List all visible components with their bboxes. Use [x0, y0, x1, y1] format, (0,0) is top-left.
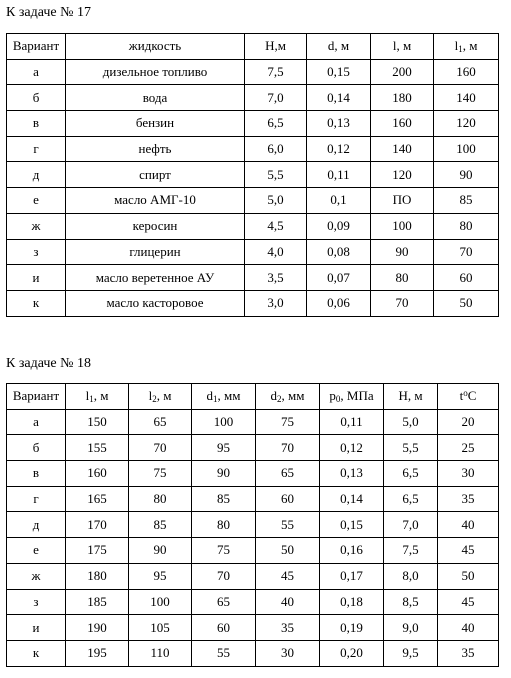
table-cell: 70	[256, 435, 320, 461]
table-cell: 180	[66, 563, 129, 589]
header-p0	[320, 384, 384, 410]
table-cell: 7,0	[245, 85, 307, 111]
header-l1-unit: , м	[462, 38, 478, 54]
table-cell: 140	[371, 136, 434, 162]
table-cell: 65	[256, 461, 320, 487]
table-cell: 100	[434, 136, 499, 162]
table-cell: 160	[66, 461, 129, 487]
table-cell: 0,14	[320, 486, 384, 512]
header-l1-unit: , м	[93, 388, 109, 404]
table-cell: 80	[192, 512, 256, 538]
table-cell: 8,0	[384, 563, 438, 589]
table-cell: дизельное топливо	[66, 59, 245, 85]
table-cell: 200	[371, 59, 434, 85]
variant-cell: ж	[7, 213, 66, 239]
table-cell: 0,17	[320, 563, 384, 589]
header-l1-base: l	[454, 38, 459, 54]
table-cell: 0,12	[307, 136, 371, 162]
header-l1-sub: 1	[89, 394, 94, 405]
table-cell: 0,11	[320, 409, 384, 435]
variant-cell: а	[7, 409, 66, 435]
header-H: H, м	[384, 384, 438, 410]
header-l2-sub: 2	[152, 394, 157, 405]
table-cell: 0,20	[320, 640, 384, 666]
table-row	[7, 213, 499, 239]
header-d1-base: d	[206, 388, 214, 404]
variant-cell: б	[7, 435, 66, 461]
table-cell: 5,5	[384, 435, 438, 461]
table-cell: 85	[192, 486, 256, 512]
table-row	[7, 265, 499, 291]
header-p0-unit: , МПа	[340, 388, 374, 404]
header-l1-sub: 1	[458, 44, 463, 55]
table-header-row	[7, 34, 499, 60]
variant-cell: з	[7, 589, 66, 615]
table-row	[7, 538, 499, 564]
problem-17-heading: К задаче № 17	[6, 5, 91, 20]
table-cell: 50	[434, 290, 499, 316]
table-cell: 40	[438, 512, 499, 538]
table-cell: 165	[66, 486, 129, 512]
problem-18-table	[6, 383, 499, 667]
table-cell: 30	[438, 461, 499, 487]
table-cell: 35	[438, 486, 499, 512]
table-cell: 75	[192, 538, 256, 564]
problem-18-heading: К задаче № 18	[6, 356, 91, 371]
table-cell: 0,12	[320, 435, 384, 461]
table-cell: 195	[66, 640, 129, 666]
table-cell: 95	[192, 435, 256, 461]
table-cell: 170	[66, 512, 129, 538]
header-d2	[256, 384, 320, 410]
variant-cell: д	[7, 162, 66, 188]
variant-cell: и	[7, 615, 66, 641]
table-cell: 55	[256, 512, 320, 538]
table-cell: 40	[438, 615, 499, 641]
header-l1	[434, 34, 499, 60]
table-cell: 7,0	[384, 512, 438, 538]
table-cell: 8,5	[384, 589, 438, 615]
problem-17-table	[6, 33, 499, 317]
variant-cell: е	[7, 188, 66, 214]
table-cell: 80	[371, 265, 434, 291]
table-cell: 90	[371, 239, 434, 265]
variant-cell: в	[7, 461, 66, 487]
variant-cell: г	[7, 136, 66, 162]
variant-cell: д	[7, 512, 66, 538]
table-cell: 0,06	[307, 290, 371, 316]
table-cell: 70	[192, 563, 256, 589]
header-l2-base: l	[148, 388, 153, 404]
table-cell: вода	[66, 85, 245, 111]
table-cell: 60	[192, 615, 256, 641]
table-cell: 100	[192, 409, 256, 435]
table-cell: спирт	[66, 162, 245, 188]
table-cell: 0,13	[320, 461, 384, 487]
table-cell: масло касторовое	[66, 290, 245, 316]
header-l1-base: l	[85, 388, 90, 404]
table-row	[7, 563, 499, 589]
table-cell: 7,5	[245, 59, 307, 85]
table-header-row	[7, 384, 499, 410]
table-cell: 80	[129, 486, 192, 512]
table-cell: ПО	[371, 188, 434, 214]
header-d1-sub: 1	[213, 394, 218, 405]
table-cell: масло АМГ-10	[66, 188, 245, 214]
table-row	[7, 111, 499, 137]
table-cell: 9,0	[384, 615, 438, 641]
variant-cell: к	[7, 640, 66, 666]
table-cell: 45	[256, 563, 320, 589]
variant-cell: з	[7, 239, 66, 265]
variant-cell: ж	[7, 563, 66, 589]
table-cell: 150	[66, 409, 129, 435]
header-l2	[129, 384, 192, 410]
table-row	[7, 162, 499, 188]
header-p0-sub: 0	[335, 394, 341, 405]
table-row	[7, 640, 499, 666]
header-l: l, м	[371, 34, 434, 60]
table-row	[7, 188, 499, 214]
table-cell: 60	[256, 486, 320, 512]
table-cell: 160	[434, 59, 499, 85]
table-cell: 0,14	[307, 85, 371, 111]
table-cell: 55	[192, 640, 256, 666]
table-cell: 4,5	[245, 213, 307, 239]
table-cell: 25	[438, 435, 499, 461]
header-l2-unit: , м	[156, 388, 172, 404]
table-cell: масло веретенное АУ	[66, 265, 245, 291]
table-row	[7, 435, 499, 461]
table-cell: 0,15	[307, 59, 371, 85]
table-cell: 105	[129, 615, 192, 641]
table-cell: 3,0	[245, 290, 307, 316]
table-cell: 0,11	[307, 162, 371, 188]
table-cell: 0,07	[307, 265, 371, 291]
table-cell: 9,5	[384, 640, 438, 666]
table-row	[7, 136, 499, 162]
table-cell: 155	[66, 435, 129, 461]
table-cell: 190	[66, 615, 129, 641]
table-cell: 70	[129, 435, 192, 461]
table-cell: 100	[371, 213, 434, 239]
table-cell: 90	[434, 162, 499, 188]
table-cell: 180	[371, 85, 434, 111]
table-cell: 0,18	[320, 589, 384, 615]
table-cell: 50	[438, 563, 499, 589]
header-H: H,м	[245, 34, 307, 60]
table-cell: 85	[434, 188, 499, 214]
table-cell: 65	[192, 589, 256, 615]
table-cell: 70	[371, 290, 434, 316]
header-d: d, м	[307, 34, 371, 60]
variant-cell: и	[7, 265, 66, 291]
table-cell: 90	[129, 538, 192, 564]
header-d2-sub: 2	[277, 394, 282, 405]
table-cell: 90	[192, 461, 256, 487]
variant-cell: в	[7, 111, 66, 137]
table-cell: 6,5	[384, 486, 438, 512]
table-cell: 80	[434, 213, 499, 239]
table-cell: 110	[129, 640, 192, 666]
table-cell: 40	[256, 589, 320, 615]
table-cell: 120	[434, 111, 499, 137]
table-row	[7, 615, 499, 641]
header-d2-unit: , мм	[281, 388, 305, 404]
table-cell: 185	[66, 589, 129, 615]
header-variant: Вариант	[7, 384, 66, 410]
table-cell: керосин	[66, 213, 245, 239]
table-row	[7, 486, 499, 512]
table-cell: 0,08	[307, 239, 371, 265]
header-d2-base: d	[270, 388, 278, 404]
table-cell: 35	[256, 615, 320, 641]
table-cell: 7,5	[384, 538, 438, 564]
table-cell: 3,5	[245, 265, 307, 291]
table-cell: 50	[256, 538, 320, 564]
variant-cell: е	[7, 538, 66, 564]
table-cell: 95	[129, 563, 192, 589]
table-cell: 6,5	[384, 461, 438, 487]
table-cell: 4,0	[245, 239, 307, 265]
table-cell: 6,5	[245, 111, 307, 137]
variant-cell: г	[7, 486, 66, 512]
header-t	[438, 384, 499, 410]
header-p0-base: p	[329, 388, 336, 404]
table-cell: 5,5	[245, 162, 307, 188]
table-cell: 20	[438, 409, 499, 435]
table-row	[7, 461, 499, 487]
table-cell: 45	[438, 589, 499, 615]
table-cell: 45	[438, 538, 499, 564]
table-cell: 0,16	[320, 538, 384, 564]
table-cell: 75	[256, 409, 320, 435]
table-cell: 0,1	[307, 188, 371, 214]
header-d1-unit: , мм	[217, 388, 241, 404]
table-cell: 0,15	[320, 512, 384, 538]
header-liquid: жидкость	[66, 34, 245, 60]
table-cell: 175	[66, 538, 129, 564]
table-cell: 140	[434, 85, 499, 111]
table-cell: 5,0	[245, 188, 307, 214]
table-row	[7, 512, 499, 538]
header-t-sup: o	[463, 388, 468, 399]
table-cell: 0,13	[307, 111, 371, 137]
header-l1	[66, 384, 129, 410]
table-row	[7, 589, 499, 615]
variant-cell: б	[7, 85, 66, 111]
table-cell: 85	[129, 512, 192, 538]
variant-cell: а	[7, 59, 66, 85]
table-cell: 0,09	[307, 213, 371, 239]
table-cell: 65	[129, 409, 192, 435]
table-cell: глицерин	[66, 239, 245, 265]
table-row	[7, 85, 499, 111]
table-cell: 6,0	[245, 136, 307, 162]
table-cell: 5,0	[384, 409, 438, 435]
table-cell: 75	[129, 461, 192, 487]
table-cell: 160	[371, 111, 434, 137]
table-cell: 30	[256, 640, 320, 666]
table-row	[7, 409, 499, 435]
table-cell: бензин	[66, 111, 245, 137]
table-row	[7, 239, 499, 265]
header-d1	[192, 384, 256, 410]
table-cell: 0,19	[320, 615, 384, 641]
table-row	[7, 59, 499, 85]
table-cell: 35	[438, 640, 499, 666]
table-cell: 70	[434, 239, 499, 265]
header-t-base: t	[459, 388, 464, 404]
table-row	[7, 290, 499, 316]
table-cell: 60	[434, 265, 499, 291]
variant-cell: к	[7, 290, 66, 316]
table-cell: нефть	[66, 136, 245, 162]
header-t-unit: C	[467, 388, 477, 404]
table-cell: 120	[371, 162, 434, 188]
header-variant: Вариант	[7, 34, 66, 60]
table-cell: 100	[129, 589, 192, 615]
